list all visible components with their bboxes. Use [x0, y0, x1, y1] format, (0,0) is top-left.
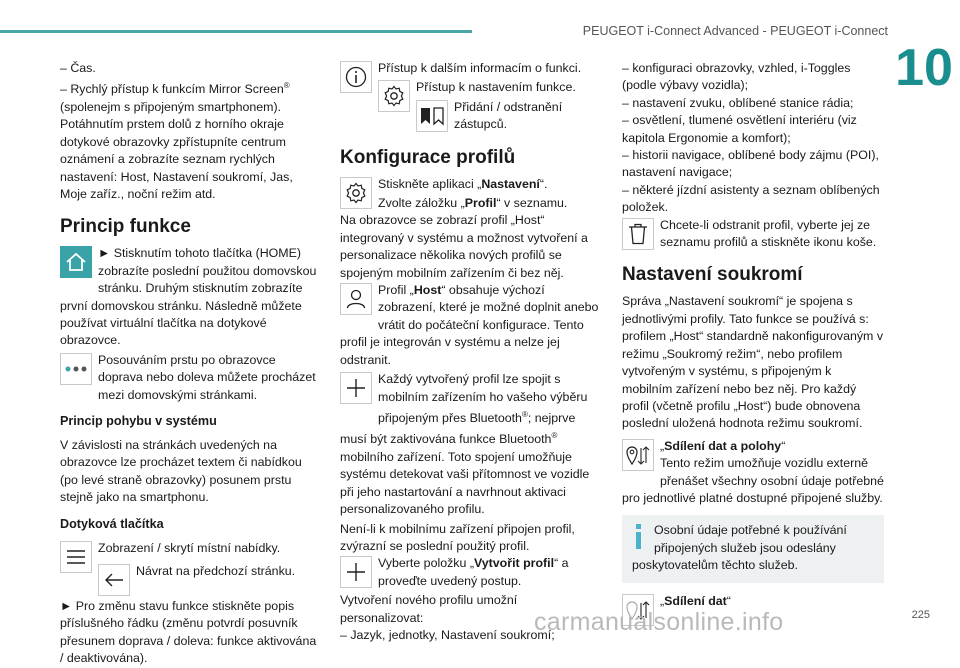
section-heading: Konfigurace profilů	[340, 146, 516, 168]
gear-icon	[378, 80, 410, 112]
host-row	[340, 282, 602, 369]
menu-text: Zobrazení / skrytí místní nabídky.	[98, 540, 281, 555]
paragraph: Potáhnutím prstem dolů z horního okraje dotykové obrazovky zpřístupníte centrum oznámení a zobrazíte seznam rychlých nastavení: Host, Nastavení soukromí, Jas, Moje zaříz., noční režim atd.	[60, 117, 293, 201]
create-profile-row	[340, 555, 602, 590]
sharing-text: Tento režim umožňuje vozidlu externě přenášet všechny osobní údaje potřebné pro jednotlivé platné dostupné připojené služby.	[622, 456, 884, 505]
create-profile-text: Vyberte položku „Vytvořit profil“ a proveďte uvedený postup.	[378, 556, 569, 588]
watermark-text: carmanualsonline.info	[534, 608, 784, 636]
add-profile-icon	[340, 556, 372, 588]
list-item: – konfiguraci obrazovky, vzhled, i-Toggles (podle výbavy vozidla);	[622, 61, 851, 93]
header-accent-bar	[0, 30, 472, 33]
paragraph: Správa „Nastavení soukromí“ je spojena s jednotlivými profily. Tato funkce se používá s: profilem „Host“ standardně nakonfigurovaným v režimu „Soukromý režim“, nebo profilem vytvořeným v systému, s připojeným k mobilním zařízení nebo bez něj. Pro každý profil (včetně profilu „Host“) bude obnovena poslední uložená hodnota režimu soukromí.	[622, 294, 884, 431]
paragraph: Na obrazovce se zobrazí profil „Host“ integrovaný v systému a možnost vytvoření a personalizace několika nových profilů se spojeným mobilním zařízením či bez něj.	[340, 213, 588, 280]
list-item: – některé jízdní asistenty a seznam oblíbených položek.	[622, 182, 880, 215]
section-heading: Princip funkce	[60, 216, 191, 238]
list-item: – nastavení zvuku, oblíbené stanice rádia;	[622, 95, 854, 110]
sharing-row	[622, 438, 884, 508]
section-heading: Nastavení soukromí	[622, 264, 803, 286]
menu-row	[60, 540, 318, 557]
home-icon	[60, 246, 92, 278]
bookmark-icon	[416, 100, 448, 132]
back-row	[60, 563, 318, 580]
info-note	[622, 515, 884, 582]
sharing-title: „Sdílení dat a polohy“	[660, 438, 786, 453]
gear-text: Přístup k nastavením funkce.	[416, 80, 576, 95]
plus-icon	[340, 372, 372, 404]
page-number: 225	[911, 609, 930, 621]
back-text: Návrat na předchozí stránku.	[136, 564, 296, 579]
page-header-title: PEUGEOT i-Connect Advanced - PEUGEOT i-Connect	[582, 24, 888, 38]
subheading: Princip pohybu v systému	[60, 414, 217, 429]
trash-text: Chcete-li odstranit profil, vyberte jej ze seznamu profilů a stiskněte ikonu koše.	[660, 217, 877, 250]
column-1	[60, 60, 318, 668]
gear-row	[340, 79, 602, 96]
info-icon	[340, 61, 372, 93]
paragraph: ► Pro změnu stavu funkce stiskněte popis příslušného řádku (změnu potvrdí posuvník přesunem doprava / doleva: funkce aktivována / deaktivována).	[60, 599, 317, 666]
list-item: – historii navigace, oblíbené body zájmu (POI), nastavení navigace;	[622, 148, 879, 180]
plus-row	[340, 371, 602, 519]
trash-icon	[622, 218, 654, 250]
plus-text: Každý vytvořený profil lze spojit s mobilním zařízením ho vašeho výběru připojeným přes Bluetooth®; nejprve musí být zaktivována funkce Bluetooth® mobilního zařízení. Toto spojení umožňuje systému detekovat vaši přítomnost ve vozidle při jeho nastartování a navrhnout aktivaci personalizovaného profilu.	[340, 372, 590, 517]
trash-row	[622, 217, 884, 252]
paragraph: Vytvoření nového profilu umožní personalizovat:	[340, 593, 518, 625]
dots-text: Posouváním prstu po obrazovce doprava nebo doleva můžete procházet mezi domovskými stránkami.	[98, 352, 316, 402]
info-note-icon	[632, 524, 644, 550]
paragraph: Zvolte záložku „Profil“ v seznamu.	[378, 196, 568, 211]
list-item: – osvětlení, tlumené osvětlení interiéru (viz kapitola Ergonomie a komfort);	[622, 113, 857, 145]
info-note-text: Osobní údaje potřebné k používání připojených služeb jsou odeslány poskytovatelům těchto služeb.	[632, 523, 847, 573]
back-arrow-icon	[98, 564, 130, 596]
paragraph: V závislosti na stránkách uvedených na obrazovce lze procházet textem či nabídkou (po levé straně obrazovky) posunem prstu stejně jako na smartphonu.	[60, 438, 302, 505]
list-item: – Jazyk, jednotky, Nastavení soukromí;	[340, 628, 555, 643]
info-text: Přístup k dalším informacím o funkci.	[378, 61, 582, 75]
settings-row	[340, 176, 602, 193]
chapter-number: 10	[895, 39, 953, 97]
menu-icon	[60, 541, 92, 573]
settings-text: Stiskněte aplikaci „Nastavení“.	[378, 176, 548, 191]
data-sharing-title: „Sdílení dat“	[660, 593, 731, 608]
info-row	[340, 60, 602, 77]
page-dots-icon	[60, 353, 92, 385]
home-text: ► Stisknutím tohoto tlačítka (HOME) zobrazíte poslední použitou domovskou stránku. Druhým stisknutím zobrazíte první domovskou stránku. Následně můžete používat virtuální tlačítka na dotykové obrazovce.	[60, 246, 317, 348]
settings-gear-icon	[340, 177, 372, 209]
bookmark-text: Přidání / odstranění zástupců.	[454, 99, 563, 132]
subheading: Dotyková tlačítka	[60, 516, 164, 531]
paragraph: Není-li k mobilnímu zařízení připojen profil, zvýrazní se poslední použitý profil.	[340, 521, 575, 553]
home-row	[60, 245, 318, 349]
dots-row	[60, 352, 318, 404]
user-profile-icon	[340, 283, 372, 315]
host-text: Profil „Host“ obsahuje výchozí zobrazení, které je možné doplnit anebo vrátit do počáteční konfigurace. Tento profil je integrován v systému a nelze jej odstranit.	[340, 283, 599, 367]
paragraph: – Rychlý přístup k funkcím Mirror Screen® (spolenejm s připojeným smartphonem).	[60, 81, 290, 114]
location-sharing-icon	[622, 439, 654, 471]
paragraph: – Čas.	[60, 61, 96, 75]
column-3	[622, 60, 884, 628]
column-2	[340, 60, 602, 644]
